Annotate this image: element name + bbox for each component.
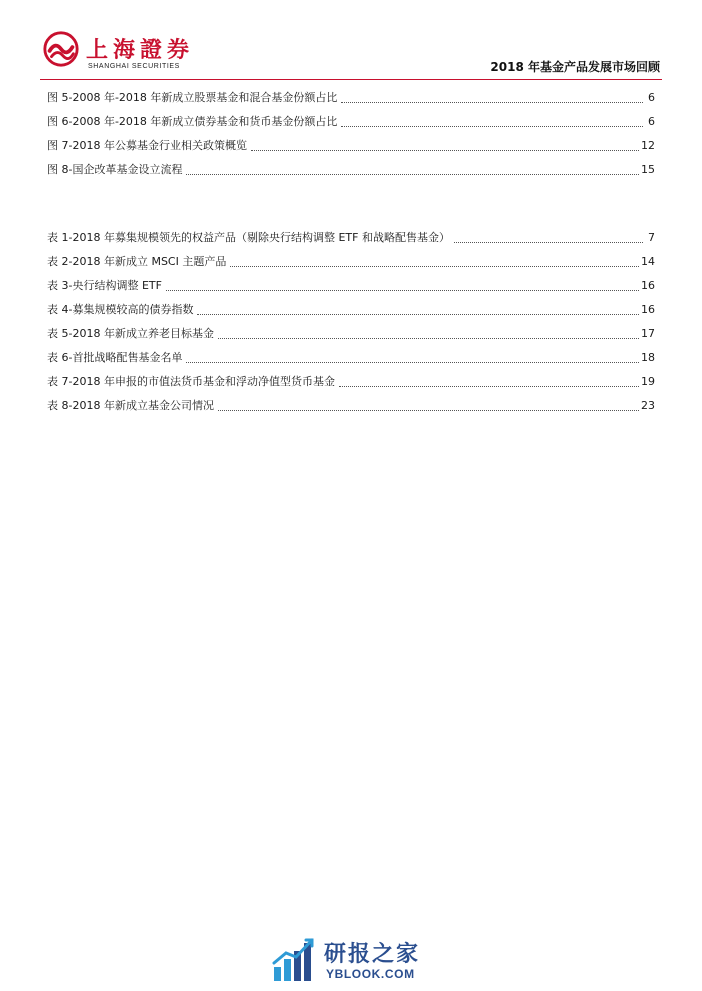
toc-entry-label: 表 4-募集规模较高的债券指数 <box>47 303 194 316</box>
toc-entry[interactable] <box>47 134 655 158</box>
toc-entry-page: 14 <box>641 255 655 268</box>
toc-entry[interactable] <box>47 322 655 346</box>
company-name-en: SHANGHAI SECURITIES <box>88 63 180 70</box>
toc-entry-page: 16 <box>641 279 655 292</box>
shanghai-securities-logo-icon <box>42 30 80 68</box>
toc-entry-page: 19 <box>641 375 655 388</box>
dot-leader <box>197 314 639 315</box>
dot-leader <box>454 242 643 243</box>
toc-entry[interactable] <box>47 370 655 394</box>
toc-entry-label: 表 5-2018 年新成立养老目标基金 <box>47 327 214 340</box>
watermark-site-en: YBLOOK.COM <box>326 967 415 981</box>
toc-entry[interactable] <box>47 274 655 298</box>
bar-chart-icon <box>272 937 318 983</box>
dot-leader <box>251 150 639 151</box>
dot-leader <box>166 290 639 291</box>
toc-entry-page: 7 <box>648 231 655 244</box>
dot-leader <box>186 174 639 175</box>
dot-leader <box>218 410 639 411</box>
toc-entry-page: 12 <box>641 139 655 152</box>
toc-entry-label: 图 7-2018 年公募基金行业相关政策概览 <box>47 139 247 152</box>
toc-entry-label: 表 8-2018 年新成立基金公司情况 <box>47 399 214 412</box>
toc-entry[interactable] <box>47 298 655 322</box>
toc-entry-label: 表 7-2018 年申报的市值法货币基金和浮动净值型货币基金 <box>47 375 335 388</box>
header-divider <box>40 79 662 80</box>
company-name-cn: 上海證券 <box>86 37 195 63</box>
toc-entry-page: 6 <box>648 115 655 128</box>
toc-entry[interactable] <box>47 346 655 370</box>
toc-entry[interactable] <box>47 86 655 110</box>
dot-leader <box>218 338 639 339</box>
toc-entry-page: 23 <box>641 399 655 412</box>
watermark-site-cn: 研报之家 <box>324 942 421 967</box>
toc-entry-page: 16 <box>641 303 655 316</box>
dot-leader <box>230 266 639 267</box>
toc-entry-label: 图 8-国企改革基金设立流程 <box>47 163 183 176</box>
toc-entry[interactable] <box>47 250 655 274</box>
table-list <box>47 226 655 418</box>
watermark-logo <box>272 935 442 985</box>
dot-leader <box>339 386 639 387</box>
toc-entry-label: 表 3-央行结构调整 ETF <box>47 279 162 292</box>
dot-leader <box>341 102 643 103</box>
page-header <box>0 0 702 90</box>
toc-entry-label: 图 6-2008 年-2018 年新成立债券基金和货币基金份额占比 <box>47 115 338 128</box>
toc-entry-page: 18 <box>641 351 655 364</box>
toc-entry-label: 表 6-首批战略配售基金名单 <box>47 351 183 364</box>
toc-entry-label: 表 2-2018 年新成立 MSCI 主题产品 <box>47 255 227 268</box>
toc-entry[interactable] <box>47 110 655 134</box>
toc-entry[interactable] <box>47 226 655 250</box>
report-title: 2018 年基金产品发展市场回顾 <box>490 60 660 74</box>
toc-entry-page: 6 <box>648 91 655 104</box>
toc-entry[interactable] <box>47 394 655 418</box>
toc-entry-page: 17 <box>641 327 655 340</box>
dot-leader <box>186 362 639 363</box>
figure-list <box>47 86 655 182</box>
dot-leader <box>341 126 643 127</box>
toc-entry[interactable] <box>47 158 655 182</box>
toc-entry-label: 表 1-2018 年募集规模领先的权益产品（剔除央行结构调整 ETF 和战略配售基金） <box>47 231 450 244</box>
toc-entry-page: 15 <box>641 163 655 176</box>
toc-entry-label: 图 5-2008 年-2018 年新成立股票基金和混合基金份额占比 <box>47 91 338 104</box>
